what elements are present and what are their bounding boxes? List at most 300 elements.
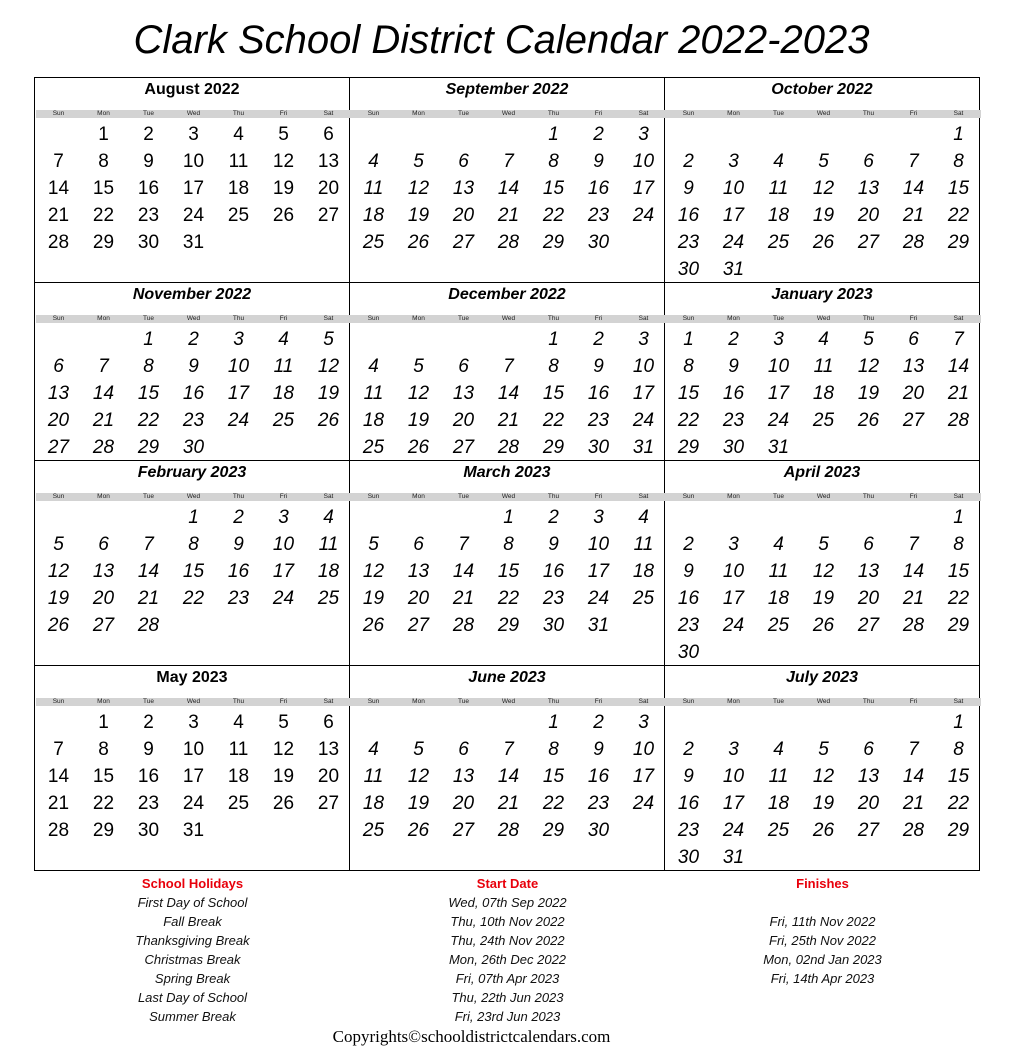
day-cell: 29 [542,232,565,253]
weekday-header [351,698,666,706]
weekday-label: Sat [323,315,334,322]
weekday-label: Sat [953,493,964,500]
weekday-label: Sat [638,698,649,705]
day-cell: 29 [947,232,970,253]
day-cell: 15 [542,178,565,199]
finishes-header: Finishes [796,876,849,891]
day-cell: 11 [633,534,654,555]
day-cell: 15 [182,561,205,582]
month-title: January 2023 [771,286,873,303]
day-cell: 1 [683,329,694,350]
day-cell: 29 [542,820,565,841]
day-cell: 12 [272,151,295,172]
day-cell: 10 [587,534,610,555]
month-block [665,283,980,461]
day-cell: 11 [228,739,249,760]
day-cell: 4 [278,329,289,350]
day-cell: 30 [137,232,160,253]
day-cell: 1 [548,124,559,145]
day-cell: 19 [47,588,70,609]
day-cell: 9 [188,356,199,377]
day-cell: 27 [47,437,70,458]
day-cell: 15 [542,383,565,404]
day-cell: 20 [452,205,475,226]
day-cell: 25 [767,232,790,253]
weekday-label: Thu [862,110,875,117]
day-cell: 5 [53,534,64,555]
day-cell: 5 [818,534,829,555]
day-cell: 15 [947,766,970,787]
month-block [665,666,980,871]
weekday-label: Fri [909,493,918,500]
holidays-column [35,874,350,1026]
weekday-label: Sun [682,315,695,322]
weekday-label: Wed [816,493,831,500]
weekday-label: Mon [97,315,110,322]
day-cell: 25 [362,437,385,458]
day-cell: 6 [458,739,469,760]
day-cell: 22 [92,793,115,814]
holiday-name: Summer Break [149,1009,236,1024]
weekday-label: Tue [458,698,469,705]
day-cell: 23 [137,793,160,814]
day-cell: 1 [953,507,964,528]
day-cell: 8 [548,151,559,172]
day-cell: 14 [497,383,520,404]
day-cell: 23 [227,588,250,609]
day-cell: 10 [182,151,205,172]
day-cell: 2 [683,739,694,760]
finish-date: Fri, 14th Apr 2023 [770,971,875,986]
day-cell: 22 [137,410,160,431]
holiday-name: Last Day of School [137,990,248,1005]
day-cell: 16 [587,383,610,404]
day-cell: 18 [227,766,250,787]
day-cell: 14 [452,561,475,582]
month-block [35,461,350,666]
day-cell: 14 [902,561,925,582]
day-cell: 13 [857,561,880,582]
day-cell: 29 [542,437,565,458]
day-cell: 13 [452,383,475,404]
day-cell: 9 [143,151,154,172]
day-cell: 4 [773,534,784,555]
day-cell: 15 [542,766,565,787]
day-cell: 11 [228,151,249,172]
day-cell: 8 [98,151,109,172]
day-cell: 5 [368,534,379,555]
weekday-label: Wed [186,315,201,322]
day-cell: 2 [593,124,604,145]
weekday-label: Tue [773,315,784,322]
finish-date [665,988,980,1007]
weekday-label: Mon [412,315,425,322]
month-block [350,78,665,283]
month-title: December 2022 [448,286,566,303]
weekday-label: Thu [232,698,245,705]
day-cell: 27 [452,437,475,458]
weekday-label: Thu [862,493,875,500]
day-cell: 22 [677,410,700,431]
day-cell: 4 [638,507,649,528]
weekday-label: Wed [816,110,831,117]
day-cell: 10 [722,178,745,199]
day-cell: 28 [137,615,160,636]
day-cell: 8 [98,739,109,760]
day-cell: 20 [47,410,70,431]
day-cell: 14 [902,766,925,787]
day-cell: 1 [98,124,109,145]
day-cell: 30 [587,437,610,458]
day-cell: 25 [227,793,250,814]
day-cell: 11 [318,534,339,555]
day-cell: 27 [317,205,340,226]
weekday-label: Thu [232,315,245,322]
month-title: May 2023 [156,669,228,686]
weekday-label: Mon [97,698,110,705]
weekday-label: Wed [186,110,201,117]
day-cell: 28 [902,820,925,841]
day-cell: 5 [818,151,829,172]
day-cell: 7 [908,534,919,555]
day-cell: 7 [53,151,64,172]
day-cell: 10 [722,561,745,582]
day-cell: 7 [503,151,514,172]
day-cell: 19 [857,383,880,404]
month-block [35,78,350,283]
day-cell: 6 [458,151,469,172]
day-cell: 9 [143,739,154,760]
month-title: November 2022 [132,286,252,303]
day-cell: 24 [632,205,655,226]
day-cell: 19 [272,766,295,787]
day-cell: 27 [452,232,475,253]
weekday-label: Fri [279,110,288,117]
weekday-header [351,110,666,118]
day-cell: 12 [362,561,385,582]
day-cell: 5 [278,712,289,733]
day-cell: 16 [722,383,745,404]
day-cell: 3 [233,329,244,350]
weekday-header [666,698,981,706]
day-cell: 12 [812,766,835,787]
weekday-label: Sun [52,698,65,705]
day-cell: 9 [593,356,604,377]
weekday-label: Wed [501,315,516,322]
day-cell: 14 [92,383,115,404]
day-cell: 5 [818,739,829,760]
day-cell: 2 [593,712,604,733]
day-cell: 4 [233,124,244,145]
day-cell: 6 [908,329,919,350]
day-cell: 16 [182,383,205,404]
day-cell: 10 [272,534,295,555]
day-cell: 3 [188,712,199,733]
day-cell: 28 [497,820,520,841]
finishes-column [665,874,980,1026]
day-cell: 25 [767,615,790,636]
day-cell: 27 [857,615,880,636]
day-cell: 3 [728,739,739,760]
day-cell: 10 [632,739,655,760]
day-cell: 1 [548,329,559,350]
day-cell: 1 [953,712,964,733]
day-cell: 22 [542,793,565,814]
weekday-header [666,110,981,118]
weekday-label: Sun [367,493,380,500]
day-cell: 21 [497,410,520,431]
day-cell: 12 [407,766,430,787]
day-cell: 24 [722,232,745,253]
day-cell: 14 [497,178,520,199]
day-cell: 14 [947,356,970,377]
holiday-name: Fall Break [163,914,222,929]
day-cell: 27 [902,410,925,431]
day-cell: 6 [323,124,334,145]
weekday-label: Fri [279,315,288,322]
weekday-label: Thu [862,698,875,705]
day-cell: 29 [497,615,520,636]
month-block [665,461,980,666]
day-cell: 14 [497,766,520,787]
start-date: Mon, 26th Dec 2022 [448,952,567,967]
day-cell: 11 [363,383,384,404]
day-cell: 13 [407,561,430,582]
holiday-name: Thanksgiving Break [135,933,250,948]
day-cell: 23 [137,205,160,226]
day-cell: 30 [677,259,700,280]
day-cell: 30 [542,615,565,636]
weekday-label: Sun [682,493,695,500]
day-cell: 5 [278,124,289,145]
day-cell: 13 [452,178,475,199]
day-cell: 31 [767,437,790,458]
day-cell: 23 [722,410,745,431]
day-cell: 28 [497,232,520,253]
day-cell: 26 [317,410,340,431]
day-cell: 18 [362,205,385,226]
day-cell: 28 [47,232,70,253]
day-cell: 20 [857,793,880,814]
day-cell: 15 [92,766,115,787]
day-cell: 20 [452,793,475,814]
day-cell: 5 [413,356,424,377]
day-cell: 29 [677,437,700,458]
day-cell: 6 [863,534,874,555]
day-cell: 2 [233,507,244,528]
weekday-label: Tue [773,493,784,500]
day-cell: 17 [767,383,790,404]
day-cell: 29 [137,437,160,458]
day-cell: 21 [497,205,520,226]
day-cell: 31 [722,259,745,280]
day-cell: 5 [863,329,874,350]
day-cell: 3 [593,507,604,528]
day-cell: 8 [188,534,199,555]
day-cell: 9 [593,739,604,760]
weekday-label: Mon [412,493,425,500]
day-cell: 22 [542,205,565,226]
holiday-name: Christmas Break [144,952,241,967]
day-cell: 30 [587,820,610,841]
day-cell: 11 [363,766,384,787]
day-cell: 14 [902,178,925,199]
weekday-label: Fri [279,493,288,500]
day-cell: 12 [47,561,70,582]
day-cell: 17 [722,205,745,226]
day-cell: 4 [773,151,784,172]
weekday-label: Sun [682,698,695,705]
day-cell: 24 [272,588,295,609]
day-cell: 1 [953,124,964,145]
day-cell: 28 [452,615,475,636]
finish-date: Fri, 11th Nov 2022 [769,914,876,929]
day-cell: 7 [143,534,154,555]
day-cell: 30 [677,847,700,868]
day-cell: 20 [452,410,475,431]
weekday-label: Wed [816,698,831,705]
day-cell: 27 [407,615,430,636]
start-date: Fri, 23rd Jun 2023 [454,1009,561,1024]
month-title: June 2023 [468,669,546,686]
day-cell: 18 [812,383,835,404]
day-cell: 1 [503,507,514,528]
finish-date: Fri, 25th Nov 2022 [769,933,876,948]
weekday-label: Thu [232,110,245,117]
start-date: Thu, 10th Nov 2022 [450,914,565,929]
day-cell: 30 [137,820,160,841]
day-cell: 15 [677,383,700,404]
day-cell: 1 [188,507,199,528]
weekday-label: Sat [323,698,334,705]
day-cell: 5 [413,739,424,760]
day-cell: 9 [683,766,694,787]
day-cell: 17 [632,383,655,404]
day-cell: 19 [362,588,385,609]
day-cell: 27 [317,793,340,814]
start-date-header: Start Date [476,876,539,891]
day-cell: 11 [273,356,294,377]
day-cell: 26 [272,793,295,814]
day-cell: 25 [272,410,295,431]
day-cell: 23 [677,820,700,841]
day-cell: 12 [407,178,430,199]
day-cell: 8 [953,534,964,555]
weekday-header [36,315,351,323]
day-cell: 23 [677,232,700,253]
day-cell: 19 [812,793,835,814]
day-cell: 23 [587,410,610,431]
day-cell: 21 [947,383,970,404]
weekday-label: Fri [594,315,603,322]
day-cell: 6 [98,534,109,555]
day-cell: 11 [768,561,789,582]
weekday-label: Wed [186,698,201,705]
day-cell: 2 [593,329,604,350]
day-cell: 16 [677,588,700,609]
day-cell: 4 [818,329,829,350]
day-cell: 17 [722,588,745,609]
weekday-label: Thu [547,110,560,117]
day-cell: 25 [317,588,340,609]
day-cell: 19 [812,588,835,609]
weekday-label: Mon [97,493,110,500]
day-cell: 18 [362,410,385,431]
day-cell: 7 [503,356,514,377]
day-cell: 12 [317,356,340,377]
day-cell: 30 [587,232,610,253]
day-cell: 11 [363,178,384,199]
day-cell: 6 [863,151,874,172]
day-cell: 23 [182,410,205,431]
month-title: September 2022 [445,81,569,98]
day-cell: 4 [773,739,784,760]
day-cell: 24 [182,793,205,814]
weekday-label: Sat [638,493,649,500]
day-cell: 8 [683,356,694,377]
day-cell: 12 [272,739,295,760]
day-cell: 21 [497,793,520,814]
weekday-label: Thu [232,493,245,500]
day-cell: 17 [227,383,250,404]
day-cell: 18 [767,588,790,609]
day-cell: 30 [182,437,205,458]
day-cell: 17 [632,178,655,199]
day-cell: 21 [47,793,70,814]
weekday-label: Sun [367,698,380,705]
month-block [350,666,665,871]
weekday-header [666,493,981,501]
weekday-label: Tue [773,110,784,117]
day-cell: 2 [143,712,154,733]
day-cell: 8 [503,534,514,555]
weekday-label: Tue [773,698,784,705]
day-cell: 21 [47,205,70,226]
start-date: Wed, 07th Sep 2022 [448,895,567,910]
day-cell: 20 [857,205,880,226]
day-cell: 31 [722,847,745,868]
day-cell: 11 [813,356,834,377]
start-date: Thu, 24th Nov 2022 [450,933,565,948]
day-cell: 17 [722,793,745,814]
day-cell: 2 [683,534,694,555]
day-cell: 18 [362,793,385,814]
weekday-label: Thu [862,315,875,322]
day-cell: 29 [92,820,115,841]
day-cell: 28 [902,232,925,253]
day-cell: 22 [947,588,970,609]
month-block [665,78,980,283]
day-cell: 5 [323,329,334,350]
weekday-label: Sun [367,315,380,322]
day-cell: 18 [317,561,340,582]
day-cell: 26 [272,205,295,226]
weekday-label: Mon [727,315,740,322]
page-title: Clark School District Calendar 2022-2023 [133,18,870,62]
calendar-grid [34,77,980,871]
day-cell: 16 [587,766,610,787]
day-cell: 10 [632,356,655,377]
day-cell: 21 [137,588,160,609]
weekday-label: Tue [143,698,154,705]
day-cell: 28 [497,437,520,458]
month-title: April 2023 [783,464,861,481]
day-cell: 26 [857,410,880,431]
day-cell: 16 [677,793,700,814]
day-cell: 28 [947,410,970,431]
day-cell: 22 [497,588,520,609]
day-cell: 23 [677,615,700,636]
